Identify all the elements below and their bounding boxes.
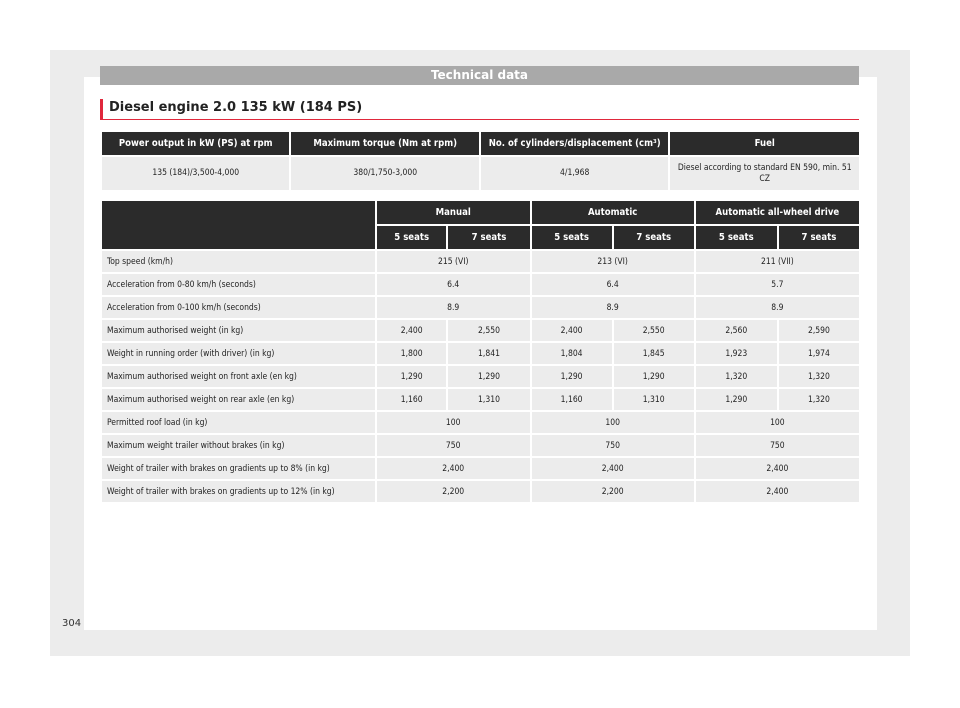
group-header-awd: Automatic all-wheel drive (696, 201, 859, 224)
row-label: Weight of trailer with brakes on gradients up to 12% (in kg) (102, 481, 375, 502)
engine-power-value: 135 (184)/3,500-4,000 (102, 157, 289, 190)
row-value: 1,923 (696, 343, 777, 364)
engine-table-row (102, 157, 859, 190)
row-value: 1,290 (532, 366, 612, 387)
row-value: 2,590 (779, 320, 859, 341)
row-value: 750 (377, 435, 530, 456)
section-banner: Technical data (100, 66, 859, 85)
row-value: 8.9 (532, 297, 694, 318)
table-row (102, 458, 859, 479)
row-label: Maximum weight trailer without brakes (in kg) (102, 435, 375, 456)
group-header-manual: Manual (377, 201, 530, 224)
row-value: 8.9 (377, 297, 530, 318)
row-value: 5.7 (696, 274, 859, 295)
row-value: 1,804 (532, 343, 612, 364)
table-row (102, 412, 859, 433)
row-label: Weight of trailer with brakes on gradients up to 8% (in kg) (102, 458, 375, 479)
row-value: 2,200 (377, 481, 530, 502)
engine-cylinders-value: 4/1,968 (481, 157, 668, 190)
row-value: 2,400 (377, 458, 530, 479)
row-label: Acceleration from 0-100 km/h (seconds) (102, 297, 375, 318)
engine-header-fuel: Fuel (670, 132, 859, 155)
table-row (102, 343, 859, 364)
page-number: 304 (62, 618, 82, 629)
table-row (102, 297, 859, 318)
row-value: 6.4 (532, 274, 694, 295)
row-label: Maximum authorised weight on front axle (en kg) (102, 366, 375, 387)
row-value: 2,550 (614, 320, 694, 341)
engine-table (100, 130, 861, 192)
row-label: Top speed (km/h) (102, 251, 375, 272)
table-row (102, 274, 859, 295)
row-value: 1,290 (377, 366, 447, 387)
row-value: 1,841 (448, 343, 529, 364)
row-value: 1,320 (696, 366, 777, 387)
row-value: 2,560 (696, 320, 777, 341)
row-value: 211 (VII) (696, 251, 859, 272)
row-value: 1,290 (614, 366, 694, 387)
table-row (102, 251, 859, 272)
table-row (102, 435, 859, 456)
row-label: Weight in running order (with driver) (in kg) (102, 343, 375, 364)
table-row (102, 481, 859, 502)
row-value: 213 (VI) (532, 251, 694, 272)
page-title: Diesel engine 2.0 135 kW (184 PS) (100, 99, 859, 120)
spec-table (100, 199, 861, 504)
row-value: 2,400 (696, 481, 859, 502)
row-label: Acceleration from 0-80 km/h (seconds) (102, 274, 375, 295)
engine-fuel-value: Diesel according to standard EN 590, min. 51 CZ (670, 157, 859, 190)
spec-corner-cell (102, 201, 375, 249)
row-value: 2,400 (696, 458, 859, 479)
row-value: 1,310 (614, 389, 694, 410)
spec-group-header-row (102, 201, 859, 224)
row-value: 1,845 (614, 343, 694, 364)
row-label: Permitted roof load (in kg) (102, 412, 375, 433)
row-value: 2,550 (448, 320, 529, 341)
row-value: 215 (VI) (377, 251, 530, 272)
row-value: 1,974 (779, 343, 859, 364)
seats-header: 7 seats (448, 226, 529, 249)
engine-header-torque: Maximum torque (Nm at rpm) (291, 132, 478, 155)
table-row (102, 366, 859, 387)
row-value: 1,800 (377, 343, 447, 364)
row-value: 1,320 (779, 389, 859, 410)
row-value: 8.9 (696, 297, 859, 318)
row-value: 1,320 (779, 366, 859, 387)
row-label: Maximum authorised weight (in kg) (102, 320, 375, 341)
seats-header: 5 seats (696, 226, 777, 249)
row-value: 1,160 (532, 389, 612, 410)
seats-header: 5 seats (377, 226, 447, 249)
engine-torque-value: 380/1,750-3,000 (291, 157, 478, 190)
group-header-automatic: Automatic (532, 201, 694, 224)
row-value: 750 (696, 435, 859, 456)
row-value: 100 (532, 412, 694, 433)
row-value: 1,310 (448, 389, 529, 410)
engine-table-header-row (102, 132, 859, 155)
row-value: 100 (377, 412, 530, 433)
engine-header-power: Power output in kW (PS) at rpm (102, 132, 289, 155)
engine-header-cylinders: No. of cylinders/displacement (cm³) (481, 132, 668, 155)
row-value: 2,400 (532, 320, 612, 341)
row-value: 1,160 (377, 389, 447, 410)
table-row (102, 389, 859, 410)
row-value: 750 (532, 435, 694, 456)
row-label: Maximum authorised weight on rear axle (en kg) (102, 389, 375, 410)
seats-header: 7 seats (614, 226, 694, 249)
seats-header: 7 seats (779, 226, 859, 249)
row-value: 100 (696, 412, 859, 433)
row-value: 2,400 (377, 320, 447, 341)
seats-header: 5 seats (532, 226, 612, 249)
row-value: 1,290 (448, 366, 529, 387)
row-value: 2,200 (532, 481, 694, 502)
row-value: 2,400 (532, 458, 694, 479)
row-value: 1,290 (696, 389, 777, 410)
table-row (102, 320, 859, 341)
row-value: 6.4 (377, 274, 530, 295)
